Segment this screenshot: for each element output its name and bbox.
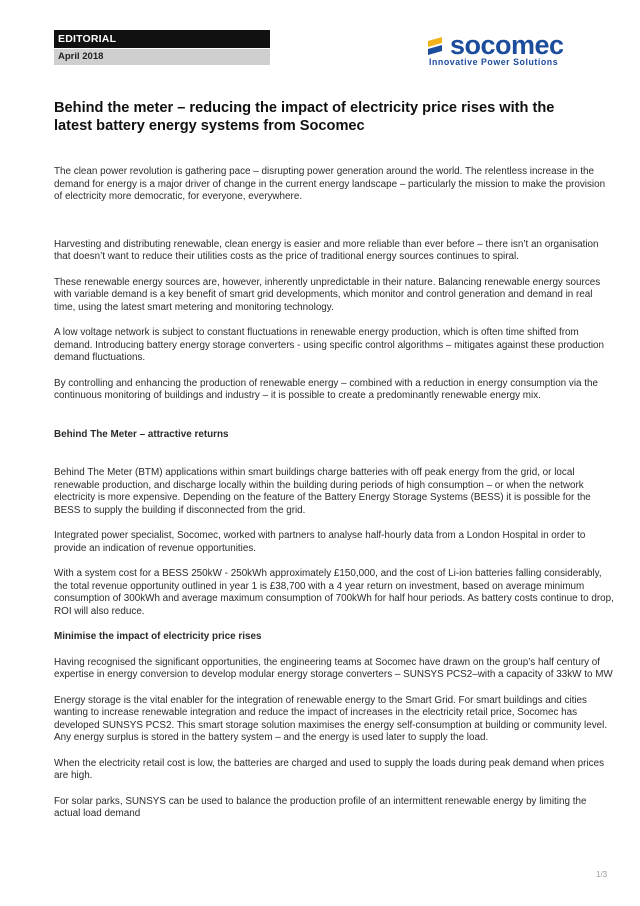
paragraph-intro: The clean power revolution is gathering pace – disrupting power generation around the world. The relentless increase in the demand for energy is a major driver of change in the current energy landscape – particularly the mission to make the provision of electricity more democratic, for everyone, everywhere. (54, 166, 606, 202)
paragraph: By controlling and enhancing the production of renewable energy – combined with a reduction in energy consumption via the continuous monitoring of buildings and industry – it is possible to create a predominantly renewable energy mix. (54, 377, 599, 401)
paragraph: Behind The Meter (BTM) applications within smart buildings charge batteries with off peak energy from the grid, or local renewable production, and discharge locally within the building during periods of high consumption – or when the network electricity is more expensive. Depending on the feature of the Battery Energy Storage Systems (BESS) it is possible for the BESS to supply the building if disconnected from the grid. (54, 467, 591, 516)
editorial-label: EDITORIAL (54, 30, 270, 48)
paragraph: For solar parks, SUNSYS can be used to balance the production profile of an intermittent renewable energy by limiting the actual load demand (54, 795, 587, 819)
article-title: Behind the meter – reducing the impact of electricity price rises with the latest battery energy systems from Socomec (54, 100, 555, 134)
paragraph: Harvesting and distributing renewable, clean energy is easier and more reliable than ever before – there isn’t an organisation that doesn’t want to reduce their utilities costs as the price of traditional energy sources continues to spiral. (54, 238, 599, 262)
section-heading-btm: Behind The Meter – attractive returns (54, 428, 229, 440)
socomec-logo (428, 30, 618, 69)
logo-tagline: Innovative Power Solutions (429, 57, 559, 67)
logo-wordmark: socomec (450, 30, 564, 60)
issue-date: April 2018 (54, 49, 270, 65)
article-body (54, 166, 614, 821)
paragraph: Having recognised the significant opportunities, the engineering teams at Socomec have drawn on the group’s half century of expertise in energy conversion to develop modular energy storage converters – SUNSYS PCS2–with a capacity of 33kW to MW (54, 656, 613, 680)
paragraph: Energy storage is the vital enabler for the integration of renewable energy to the Smart Grid. For smart buildings and cities wanting to increase renewable integration and reduce the impact of increases in the electricity retail price, Socomec has developed SUNSYS PCS2. This smart storage solution maximises the energy self-consumption at building or community level. Any energy surplus is stored in the battery system – and the energy is used later to supply the load. (54, 694, 608, 743)
paragraph: With a system cost for a BESS 250kW - 250kWh approximately £150,000, and the cost of Li-ion batteries falling considerably, the total revenue opportunity outlined in year 1 is £38,700 with a 4 year return on investment, based on average minimum consumption of 300kWh and average maximum consumption of 700kWh for half hour periods. As battery costs continue to drop, ROI will also reduce. (54, 568, 614, 617)
paragraph: A low voltage network is subject to constant fluctuations in renewable energy production, which is often time shifted from demand. Introducing battery energy storage converters - using specific control algorithms – mitigates against these production demand fluctuations. (54, 327, 605, 363)
paragraph: When the electricity retail cost is low, the batteries are charged and used to supply the loads during peak demand when prices are high. (54, 757, 605, 781)
page-number: 1/3 (596, 870, 608, 879)
paragraph: These renewable energy sources are, however, inherently unpredictable in their nature. Balancing renewable energy sources with variable demand is a key benefit of smart grid developments, which monitor and control generation and demand in real time, using the latest smart metering and monitoring technology. (54, 276, 601, 313)
paragraph: Integrated power specialist, Socomec, worked with partners to analyse half-hourly data from a London Hospital in order to provide an indication of revenue opportunities. (54, 530, 586, 554)
section-heading-minimise: Minimise the impact of electricity price rises (54, 631, 262, 642)
